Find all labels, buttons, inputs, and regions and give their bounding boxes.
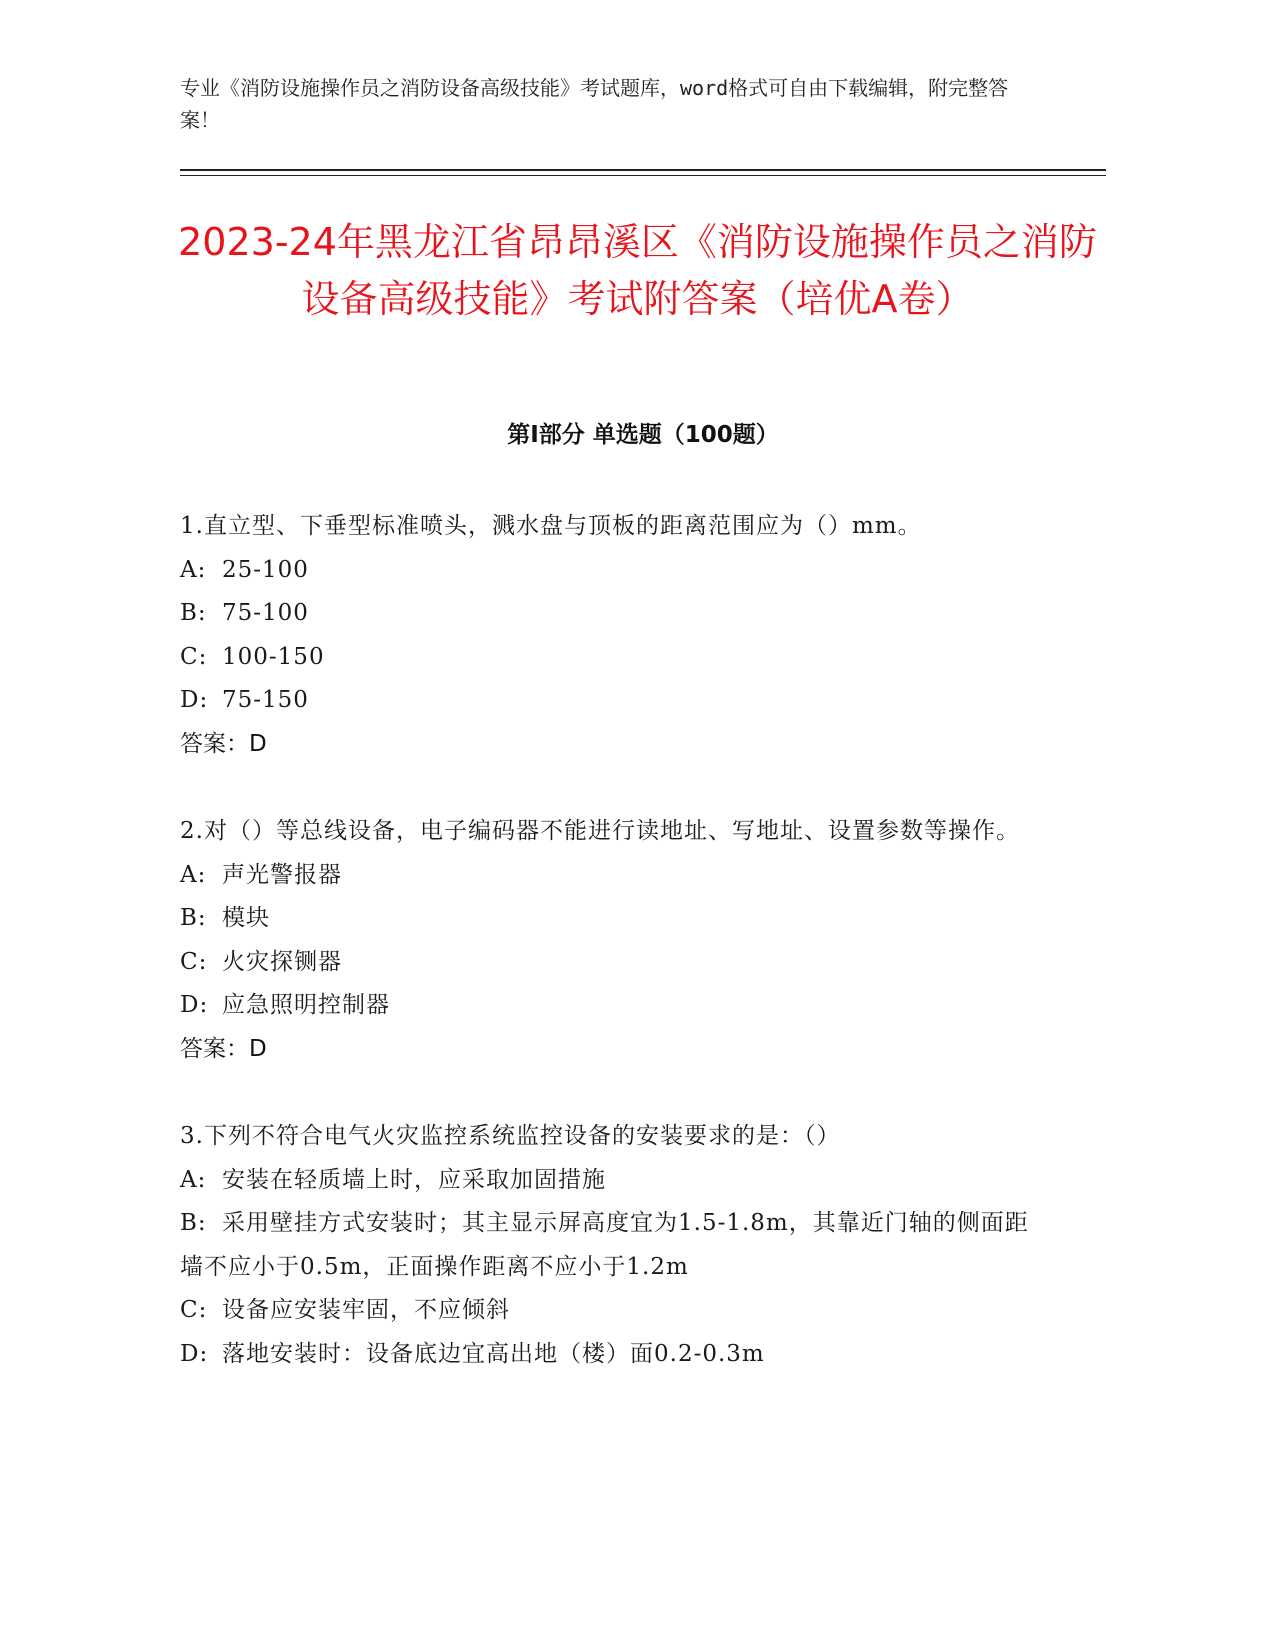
header-divider-thick	[180, 169, 1106, 171]
option-text: 落地安装时：设备底边宜高出地（楼）面0.2-0.3m	[222, 1340, 765, 1367]
option-letter: D:	[180, 992, 209, 1018]
option-letter: A:	[180, 556, 207, 583]
option-text: 25-100	[222, 556, 309, 583]
section-heading: 第I部分 单选题（100题）	[507, 422, 779, 448]
question-list	[180, 505, 1050, 1420]
option-text: 声光警报器	[222, 861, 342, 888]
header-note: 专业《消防设施操作员之消防设备高级技能》考试题库，word格式可自由下载编辑，附完整答案！	[180, 76, 1009, 132]
option-text: 设备应安装牢固，不应倾斜	[222, 1297, 510, 1323]
option-letter: D:	[180, 687, 209, 713]
option-text: 75-100	[222, 600, 309, 626]
option-a	[180, 854, 1050, 898]
option-text: 安装在轻质墙上时，应采取加固措施	[222, 1166, 606, 1193]
option-a	[180, 1159, 1050, 1203]
question-text: 1.直立型、下垂型标准喷头，溅水盘与顶板的距离范围应为（）mm。	[180, 513, 922, 539]
option-d	[180, 984, 1050, 1028]
option-letter: B:	[180, 1210, 207, 1236]
option-text: 模块	[222, 905, 270, 931]
option-text: 100-150	[222, 643, 325, 670]
option-letter: C:	[180, 643, 208, 670]
option-letter: B:	[180, 600, 207, 626]
option-letter: B:	[180, 905, 207, 931]
option-text: 75-150	[222, 687, 309, 713]
question-text: 2.对（）等总线设备，电子编码器不能进行读地址、写地址、设置参数等操作。	[180, 818, 1020, 844]
question-1	[180, 505, 1050, 766]
option-d	[180, 1333, 1050, 1377]
document-title: 2023-24年黑龙江省昂昂溪区《消防设施操作员之消防设备高级技能》考试附答案（培优A卷）	[178, 220, 1097, 321]
option-letter: A:	[180, 861, 207, 888]
option-c	[180, 941, 1050, 985]
answer-line: 答案：D	[180, 1035, 267, 1062]
answer-line: 答案：D	[180, 730, 267, 757]
question-3	[180, 1115, 1050, 1376]
option-a	[180, 549, 1050, 593]
question-text: 3.下列不符合电气火灾监控系统监控设备的安装要求的是：（）	[180, 1123, 841, 1149]
option-letter: C:	[180, 1297, 208, 1323]
option-text: 采用壁挂方式安装时；其主显示屏高度宜为1.5-1.8m，其靠近门轴的侧面距墙不应小于0.5m，正面操作距离不应小于1.2m	[180, 1210, 1029, 1280]
option-letter: A:	[180, 1166, 207, 1193]
question-2	[180, 810, 1050, 1071]
option-c	[180, 636, 1050, 680]
header-divider-thin	[180, 175, 1106, 176]
option-b	[180, 897, 1050, 941]
option-letter: C:	[180, 948, 208, 975]
option-b	[180, 1202, 1050, 1289]
option-text: 火灾探铡器	[222, 948, 342, 975]
option-b	[180, 592, 1050, 636]
option-letter: D:	[180, 1340, 209, 1367]
option-c	[180, 1289, 1050, 1333]
option-d	[180, 679, 1050, 723]
option-text: 应急照明控制器	[222, 992, 390, 1018]
